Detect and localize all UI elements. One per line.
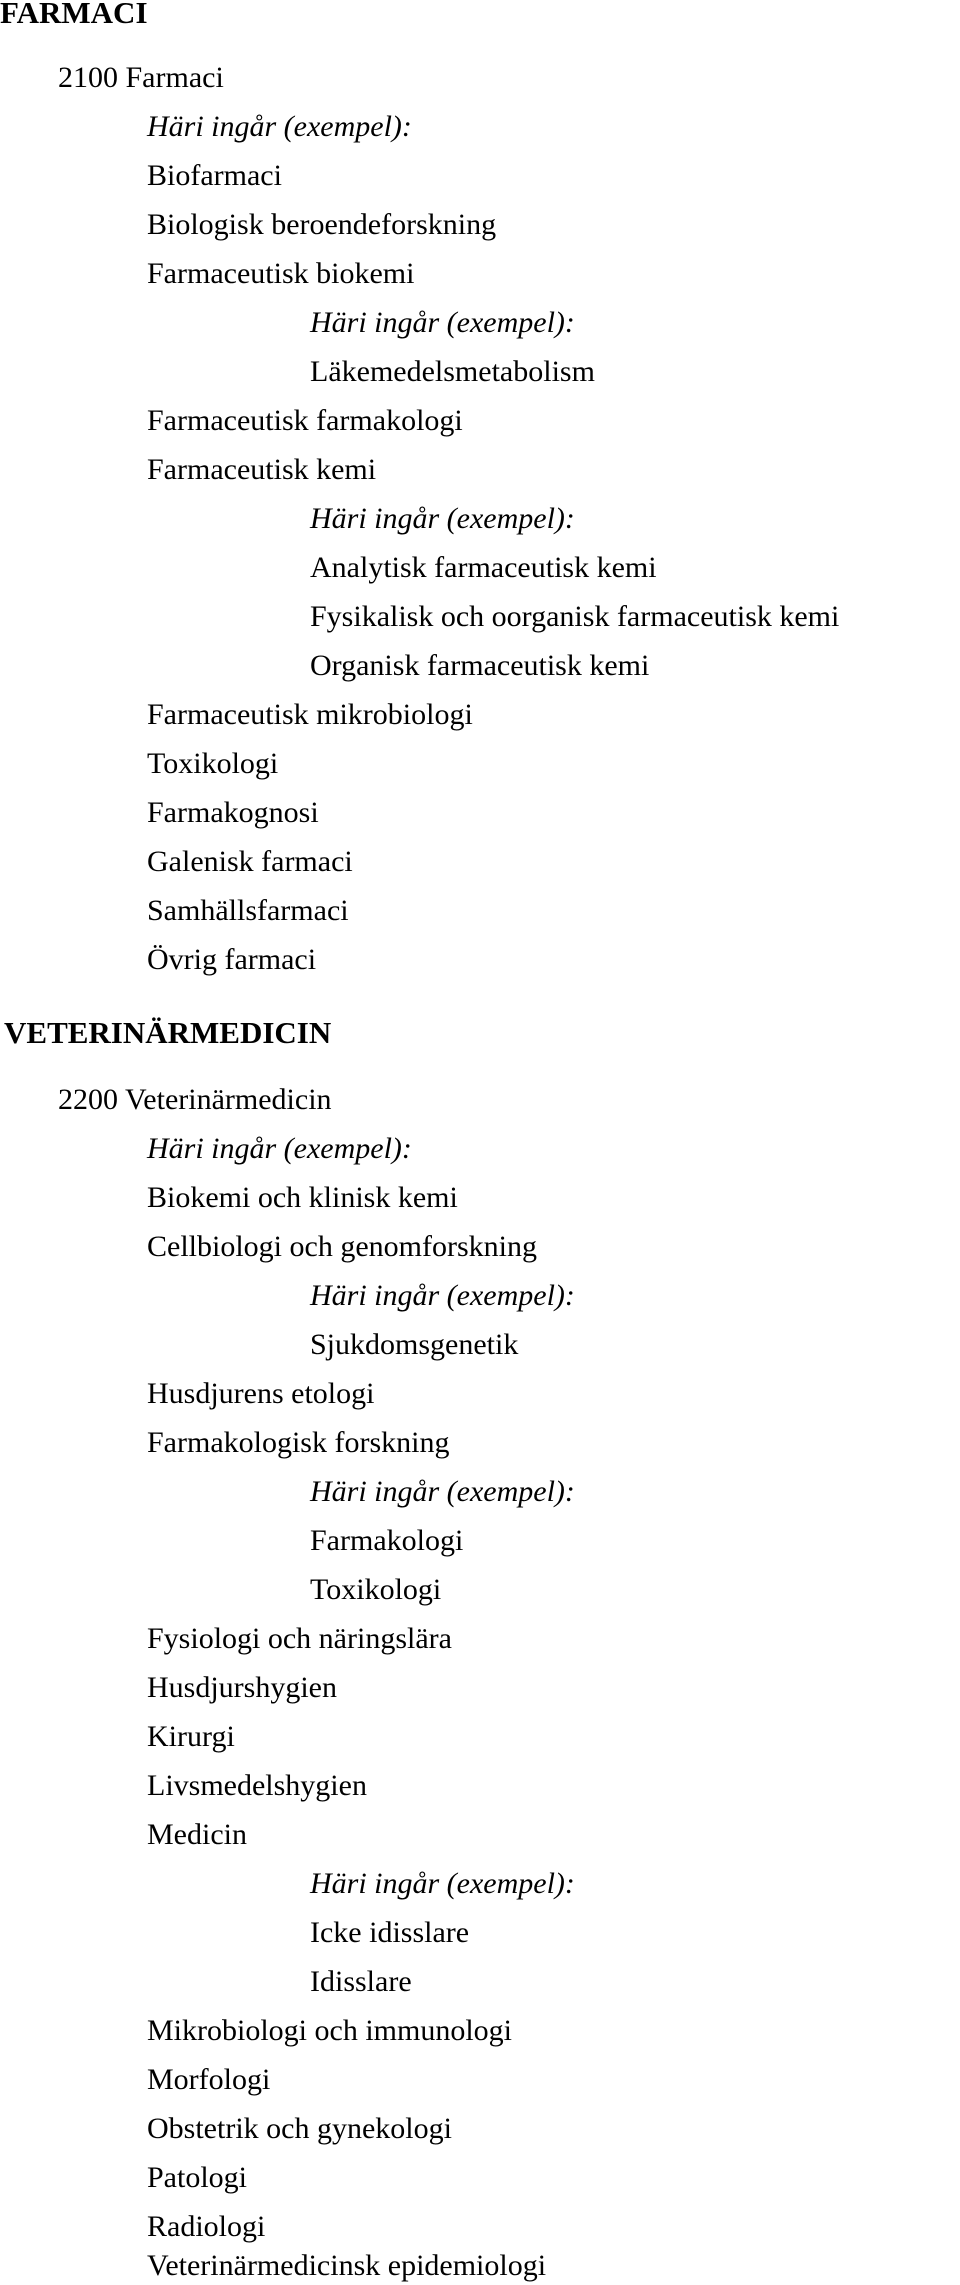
list-item: Husdjurshygien — [147, 1671, 337, 1704]
list-item: Veterinärmedicinsk epidemiologi — [147, 2249, 547, 2282]
list-item: Farmaceutisk mikrobiologi — [147, 698, 473, 731]
includes-label: Häri ingår (exempel): — [147, 110, 412, 143]
category-code-2100: 2100 Farmaci — [58, 61, 224, 94]
list-item: Fysiologi och näringslära — [147, 1622, 452, 1655]
list-item: Analytisk farmaceutisk kemi — [310, 551, 657, 584]
includes-label: Häri ingår (exempel): — [147, 1132, 412, 1165]
list-item: Patologi — [147, 2161, 248, 2194]
includes-label: Häri ingår (exempel): — [310, 1279, 575, 1312]
list-item: Farmakologisk forskning — [147, 1426, 450, 1459]
includes-label: Häri ingår (exempel): — [310, 1475, 575, 1508]
list-item: Biokemi och klinisk kemi — [147, 1181, 458, 1214]
list-item: Husdjurens etologi — [147, 1377, 375, 1410]
list-item: Toxikologi — [310, 1573, 442, 1606]
list-item: Obstetrik och gynekologi — [147, 2112, 452, 2145]
section-heading-veterinarmedicin: VETERINÄRMEDICIN — [4, 1015, 332, 1050]
list-item: Kirurgi — [147, 1720, 235, 1753]
list-item: Läkemedelsmetabolism — [310, 355, 595, 388]
list-item: Medicin — [147, 1818, 247, 1851]
list-item: Galenisk farmaci — [147, 845, 353, 878]
list-item: Organisk farmaceutisk kemi — [310, 649, 650, 682]
list-item: Toxikologi — [147, 747, 279, 780]
list-item: Biofarmaci — [147, 159, 282, 192]
list-item: Mikrobiologi och immunologi — [147, 2014, 512, 2047]
includes-label: Häri ingår (exempel): — [310, 1867, 575, 1900]
list-item: Livsmedelshygien — [147, 1769, 367, 1802]
list-item: Morfologi — [147, 2063, 271, 2096]
includes-label: Häri ingår (exempel): — [310, 306, 575, 339]
list-item: Farmaceutisk biokemi — [147, 257, 415, 290]
list-item: Övrig farmaci — [147, 943, 317, 976]
list-item: Radiologi — [147, 2210, 266, 2243]
list-item: Cellbiologi och genomforskning — [147, 1230, 537, 1263]
list-item: Idisslare — [310, 1965, 412, 1998]
list-item: Sjukdomsgenetik — [310, 1328, 519, 1361]
list-item: Fysikalisk och oorganisk farmaceutisk kemi — [310, 600, 840, 633]
includes-label: Häri ingår (exempel): — [310, 502, 575, 535]
list-item: Farmakologi — [310, 1524, 464, 1557]
list-item: Farmaceutisk farmakologi — [147, 404, 463, 437]
section-heading-farmaci: FARMACI — [0, 0, 148, 30]
list-item: Biologisk beroendeforskning — [147, 208, 497, 241]
list-item: Samhällsfarmaci — [147, 894, 349, 927]
list-item: Farmaceutisk kemi — [147, 453, 377, 486]
list-item: Farmakognosi — [147, 796, 319, 829]
list-item: Icke idisslare — [310, 1916, 470, 1949]
category-code-2200: 2200 Veterinärmedicin — [58, 1083, 332, 1116]
